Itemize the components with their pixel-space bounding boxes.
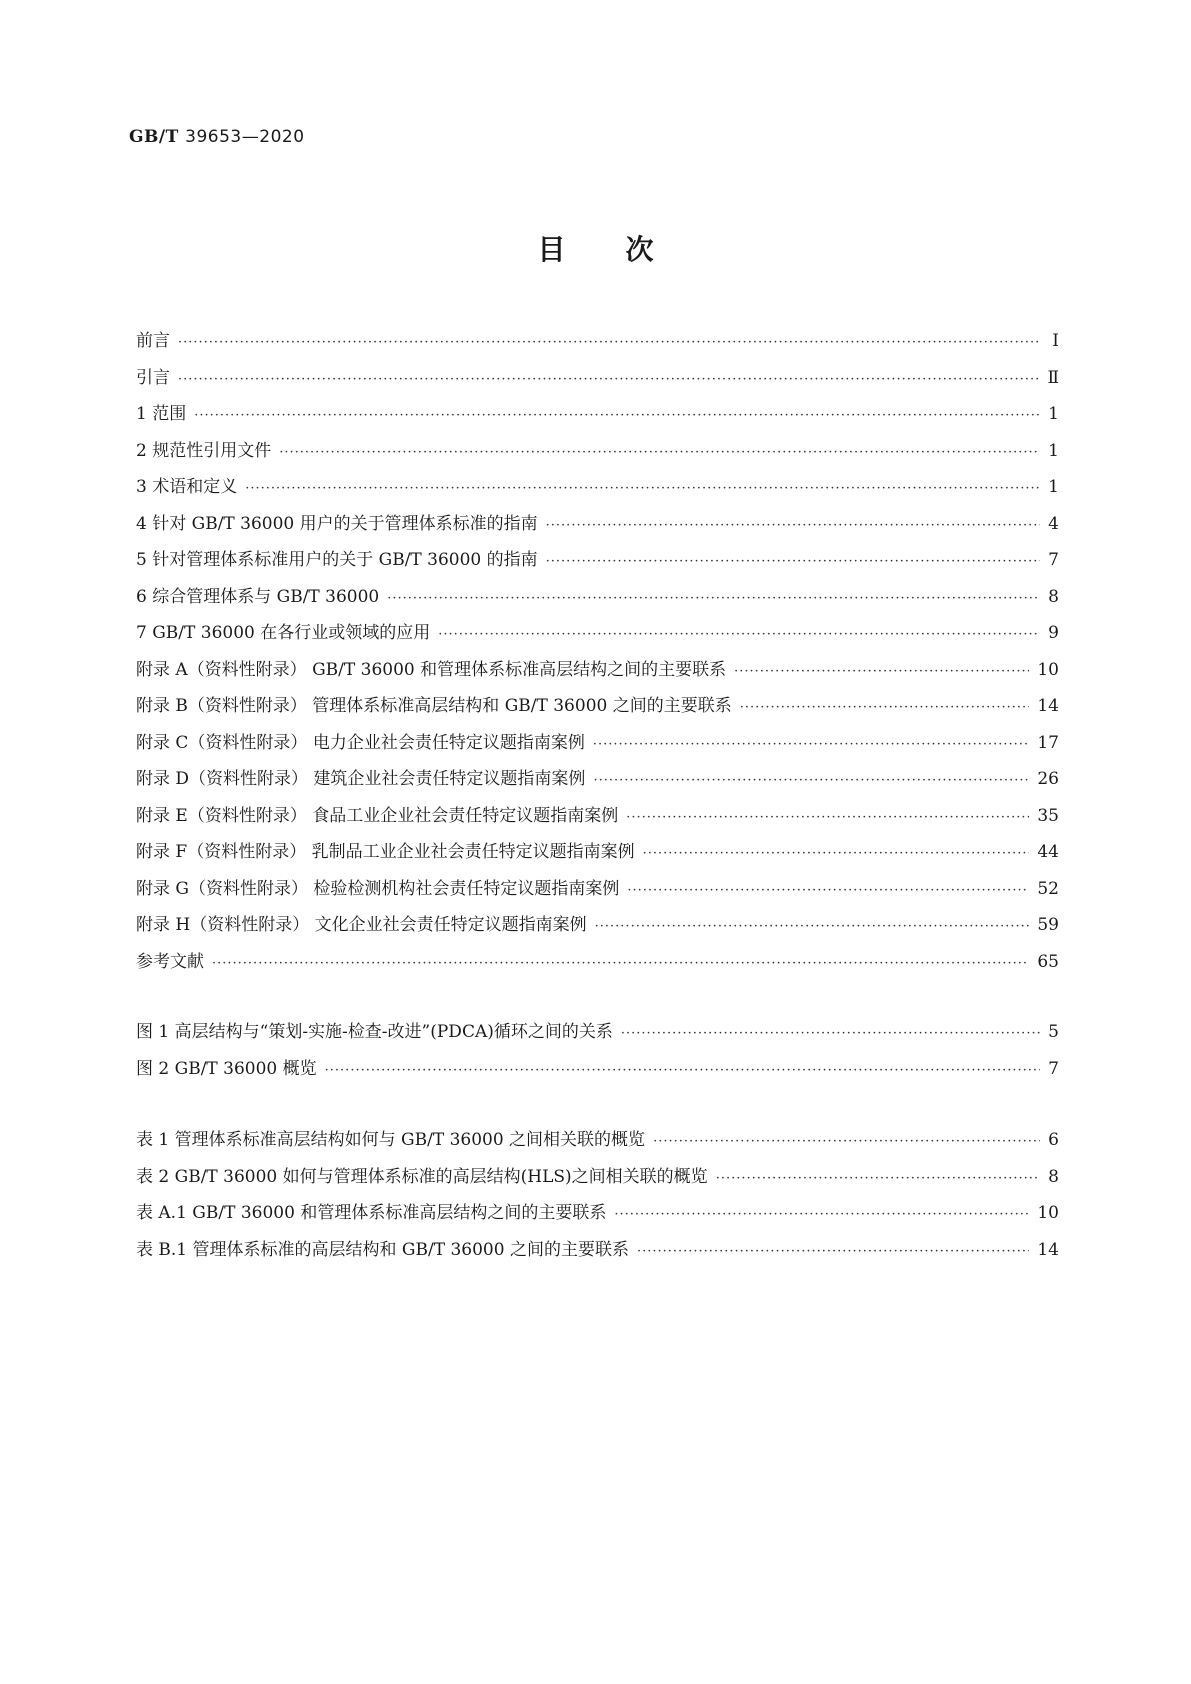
toc-entry[interactable] — [136, 655, 1059, 692]
toc-entry-page-number: 59 — [1037, 915, 1059, 935]
dot-leader — [734, 664, 1029, 679]
dot-leader — [627, 883, 1029, 898]
toc-entry-label: 附录 G（资料性附录） 检验检测机构社会责任特定议题指南案例 — [136, 878, 620, 899]
figure-entry[interactable] — [136, 1017, 1059, 1054]
figure-entry-page-number: 7 — [1048, 1058, 1059, 1079]
dot-leader — [325, 1063, 1041, 1078]
toc-entry-label: 6 综合管理体系与 GB/T 36000 — [136, 586, 380, 607]
toc-entry-label: 1 范围 — [136, 404, 187, 424]
table-entry-label: 表 B.1 管理体系标准的高层结构和 GB/T 36000 之间的主要联系 — [136, 1239, 629, 1260]
toc-entry-page-number: 7 — [1048, 550, 1059, 570]
toc-entry-page-number: 14 — [1037, 696, 1059, 716]
dot-leader — [716, 1171, 1040, 1186]
table-entry-page-number: 14 — [1037, 1239, 1059, 1260]
toc-entry-page-number: Ⅱ — [1047, 367, 1059, 388]
toc-entry-page-number: 35 — [1037, 805, 1059, 826]
dot-leader — [653, 1134, 1040, 1149]
toc-chapters — [136, 326, 1059, 983]
dot-leader — [212, 956, 1029, 971]
dot-leader — [245, 481, 1040, 496]
standard-code-prefix: GB/T — [129, 127, 179, 147]
toc-entry-page-number: 1 — [1048, 477, 1059, 497]
toc-entry[interactable] — [136, 910, 1059, 947]
toc-entry-label: 附录 F（资料性附录） 乳制品工业企业社会责任特定议题指南案例 — [136, 842, 635, 862]
toc-entry-label: 2 规范性引用文件 — [136, 440, 272, 461]
standard-code — [129, 127, 305, 147]
toc-entry-page-number: Ⅰ — [1052, 331, 1059, 351]
figure-entry-label: 图 2 GB/T 36000 概览 — [136, 1058, 317, 1079]
table-entry[interactable] — [136, 1162, 1059, 1199]
table-entry-page-number: 6 — [1048, 1130, 1059, 1150]
toc-entry[interactable] — [136, 691, 1059, 728]
dot-leader — [614, 1207, 1029, 1222]
dot-leader — [621, 1026, 1040, 1041]
toc-entry-label: 附录 D（资料性附录） 建筑企业社会责任特定议题指南案例 — [136, 769, 586, 789]
toc-entry-page-number: 26 — [1037, 769, 1059, 789]
page-title: 目次 — [537, 233, 714, 266]
toc-entry[interactable] — [136, 947, 1059, 984]
dot-leader — [593, 773, 1029, 788]
toc-entry-label: 引言 — [136, 367, 170, 388]
toc-entry[interactable] — [136, 837, 1059, 874]
table-entry-page-number: 8 — [1048, 1166, 1059, 1187]
toc-entry-page-number: 52 — [1037, 878, 1059, 899]
toc-entry-page-number: 4 — [1048, 513, 1059, 534]
toc-entry[interactable] — [136, 801, 1059, 838]
toc-entry-label: 附录 C（资料性附录） 电力企业社会责任特定议题指南案例 — [136, 732, 585, 753]
toc-entry[interactable] — [136, 764, 1059, 801]
dot-leader — [740, 700, 1030, 715]
toc-figures — [136, 1017, 1059, 1090]
toc-entry-page-number: 1 — [1048, 440, 1059, 461]
toc-entry[interactable] — [136, 509, 1059, 546]
toc-entry-label: 3 术语和定义 — [136, 477, 238, 497]
toc-entry-page-number: 9 — [1048, 623, 1059, 643]
figure-entry-page-number: 5 — [1048, 1022, 1059, 1042]
toc-tables — [136, 1125, 1059, 1271]
toc-entry[interactable] — [136, 618, 1059, 655]
dot-leader — [178, 335, 1041, 350]
toc-entry-label: 附录 A（资料性附录） GB/T 36000 和管理体系标准高层结构之间的主要联系 — [136, 659, 727, 680]
dot-leader — [279, 445, 1040, 460]
toc-entry[interactable] — [136, 399, 1059, 436]
dot-leader — [546, 554, 1041, 569]
table-of-contents — [136, 326, 1059, 1271]
standard-code-number: 39653—2020 — [185, 127, 305, 147]
toc-entry[interactable] — [136, 545, 1059, 582]
dot-leader — [643, 846, 1030, 861]
table-entry-label: 表 1 管理体系标准高层结构如何与 GB/T 36000 之间相关联的概览 — [136, 1130, 646, 1150]
toc-entry-page-number: 10 — [1037, 659, 1059, 680]
toc-entry[interactable] — [136, 326, 1059, 363]
toc-entry-page-number: 1 — [1048, 404, 1059, 424]
toc-entry[interactable] — [136, 728, 1059, 765]
dot-leader — [595, 919, 1030, 934]
table-entry-label: 表 A.1 GB/T 36000 和管理体系标准高层结构之间的主要联系 — [136, 1203, 607, 1223]
toc-entry-label: 前言 — [136, 331, 170, 351]
toc-entry-label: 7 GB/T 36000 在各行业或领域的应用 — [136, 623, 431, 643]
dot-leader — [178, 372, 1039, 387]
toc-entry-page-number: 44 — [1037, 842, 1059, 862]
table-entry[interactable] — [136, 1198, 1059, 1235]
table-entry-page-number: 10 — [1037, 1203, 1059, 1223]
toc-entry[interactable] — [136, 363, 1059, 400]
toc-entry-page-number: 65 — [1037, 951, 1059, 972]
figure-entry[interactable] — [136, 1054, 1059, 1091]
toc-entry[interactable] — [136, 582, 1059, 619]
table-entry-label: 表 2 GB/T 36000 如何与管理体系标准的高层结构(HLS)之间相关联的概览 — [136, 1166, 708, 1187]
figure-entry-label: 图 1 高层结构与“策划-实施-检查-改进”(PDCA)循环之间的关系 — [136, 1022, 613, 1042]
dot-leader — [438, 627, 1040, 642]
toc-entry-label: 参考文献 — [136, 951, 204, 972]
toc-entry-label: 附录 E（资料性附录） 食品工业企业社会责任特定议题指南案例 — [136, 805, 619, 826]
toc-entry[interactable] — [136, 436, 1059, 473]
toc-entry-page-number: 8 — [1048, 586, 1059, 607]
table-entry[interactable] — [136, 1125, 1059, 1162]
dot-leader — [593, 737, 1030, 752]
toc-entry-label: 5 针对管理体系标准用户的关于 GB/T 36000 的指南 — [136, 550, 538, 570]
toc-entry-label: 附录 B（资料性附录） 管理体系标准高层结构和 GB/T 36000 之间的主要联系 — [136, 696, 732, 716]
toc-entry[interactable] — [136, 472, 1059, 509]
dot-leader — [194, 408, 1040, 423]
toc-entry-label: 附录 H（资料性附录） 文化企业社会责任特定议题指南案例 — [136, 915, 587, 935]
dot-leader — [626, 810, 1029, 825]
toc-entry-page-number: 17 — [1037, 732, 1059, 753]
dot-leader — [637, 1244, 1029, 1259]
toc-entry[interactable] — [136, 874, 1059, 911]
dot-leader — [387, 591, 1040, 606]
dot-leader — [546, 518, 1041, 533]
table-entry[interactable] — [136, 1235, 1059, 1272]
toc-entry-label: 4 针对 GB/T 36000 用户的关于管理体系标准的指南 — [136, 513, 538, 534]
